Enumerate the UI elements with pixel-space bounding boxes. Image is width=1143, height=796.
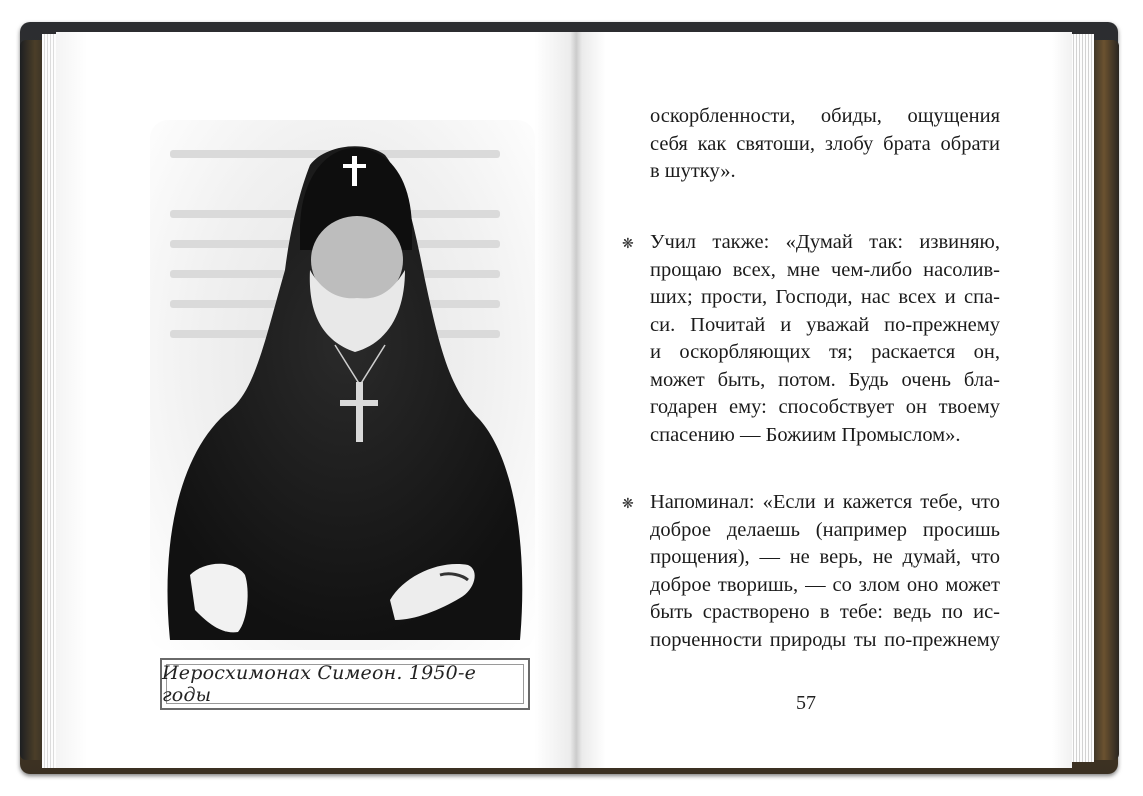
text-line: себя как святоши, злобу брата обрати [650,132,1000,155]
text-line: Учил также: «Думай так: извиняю, [650,231,1000,253]
text-line: Напоминал: «Если и кажется тебе, что [650,491,1000,513]
text-line: оскорбленности, обиды, ощущения [650,105,1000,127]
page-number: 57 [796,692,816,714]
monk-portrait-photo [150,120,535,650]
ornament-icon: ❋ [622,236,634,252]
text-line: прощения), — не верь, не думай, что [650,546,1000,568]
text-line: спасению — Божиим Промыслом». [650,423,961,446]
text-line: может быть, потом. Будь очень бла- [650,368,1000,391]
text-line: порченности природы ты по-прежнему [650,628,1000,651]
text-line: си. Почитай и уважай по-прежнему [650,313,1000,336]
text-line: доброе творишь, — со злом оно может [650,573,1000,596]
ornament-icon: ❋ [622,496,634,512]
text-line: в шутку». [650,160,736,182]
text-line: ших; прости, Господи, нас всех и спа- [650,286,1000,308]
photo-caption-plate [160,658,530,710]
paragraph-taught [650,229,1000,449]
paragraph-continuation [650,103,1000,186]
paragraph-reminded [650,489,1000,654]
monk-portrait-illustration [150,120,535,650]
text-line: и оскорбляющих тя; раскается он, [650,341,1000,363]
photo-caption: Иеросхимонах Симеон. 1950-е годы [162,662,477,706]
text-line: быть срастворено в тебе: ведь по ис- [650,601,1000,623]
text-line: годарен ему: способствует он твоему [650,396,1000,418]
text-line: доброе делаешь (например просишь [650,518,1000,541]
book-gutter [570,32,582,768]
text-line: прощаю всех, мне чем-либо насолив- [650,258,1000,281]
